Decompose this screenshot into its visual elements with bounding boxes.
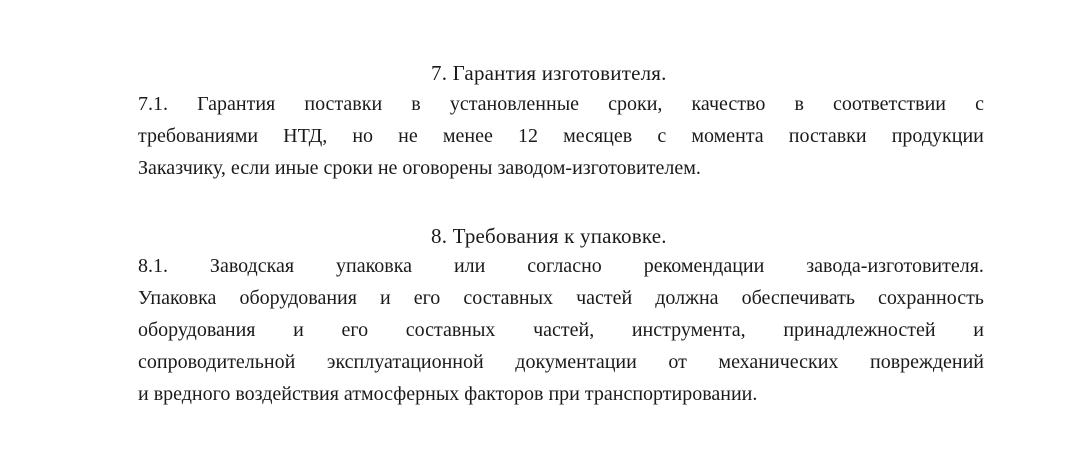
word: и <box>973 319 984 341</box>
section-heading-7: 7. Гарантия изготовителя. <box>431 61 667 85</box>
paragraph-line: Заказчику, если иные сроки не оговорены заводом-изготовителем. <box>138 157 701 179</box>
word: составных <box>405 319 496 341</box>
word: эксплуатационной <box>326 351 484 373</box>
word: его <box>413 287 441 309</box>
section-heading-8: 8. Требования к упаковке. <box>431 224 667 248</box>
word: в <box>411 93 421 115</box>
word: продукции <box>891 125 984 147</box>
word: месяцев <box>563 125 633 147</box>
paragraph-8-1 <box>138 250 984 410</box>
word: НТД, <box>283 125 328 147</box>
word: согласно <box>527 255 602 277</box>
word: не <box>398 125 418 147</box>
word: инструмента, <box>631 319 746 341</box>
word: его <box>341 319 369 341</box>
paragraph-7-1 <box>138 88 984 184</box>
word: упаковка <box>336 255 413 277</box>
paragraph-line <box>138 250 984 282</box>
word: поставки <box>304 93 383 115</box>
word: повреждений <box>869 351 984 373</box>
word: оборудования <box>138 319 256 341</box>
word: Заводская <box>209 255 295 277</box>
word: от <box>668 351 687 373</box>
word: требованиями <box>138 125 259 147</box>
word: менее <box>442 125 493 147</box>
word: должна <box>655 287 719 309</box>
word: но <box>352 125 374 147</box>
word: соответствии <box>833 93 947 115</box>
paragraph-line: и вредного воздействия атмосферных факторов при транспортировании. <box>138 383 758 405</box>
word: с <box>975 93 984 115</box>
word: составных <box>463 287 554 309</box>
paragraph-line <box>138 314 984 346</box>
word: оборудования <box>239 287 357 309</box>
word: механических <box>718 351 839 373</box>
word: момента <box>691 125 764 147</box>
word: и <box>379 287 391 309</box>
word: сроки, <box>608 93 663 115</box>
word: 12 <box>517 125 538 147</box>
word: принадлежностей <box>783 319 936 341</box>
word: обеспечивать <box>741 287 855 309</box>
word: сопроводительной <box>138 351 296 373</box>
word: и <box>293 319 304 341</box>
word: 7.1. <box>138 93 168 115</box>
paragraph-line <box>138 120 984 152</box>
word: Гарантия <box>197 93 276 115</box>
word: установленные <box>449 93 580 115</box>
word: документации <box>515 351 637 373</box>
paragraph-line <box>138 88 984 120</box>
word: в <box>794 93 804 115</box>
word: Упаковка <box>138 287 217 309</box>
paragraph-line <box>138 346 984 378</box>
word: 8.1. <box>138 255 168 277</box>
word: частей <box>576 287 633 309</box>
word: с <box>657 125 667 147</box>
word: сохранность <box>878 287 984 309</box>
word: частей, <box>533 319 595 341</box>
word: поставки <box>788 125 867 147</box>
paragraph-line <box>138 282 984 314</box>
word: рекомендации <box>643 255 765 277</box>
word: качество <box>691 93 766 115</box>
word: завода-изготовителя. <box>806 255 984 277</box>
word: или <box>453 255 486 277</box>
